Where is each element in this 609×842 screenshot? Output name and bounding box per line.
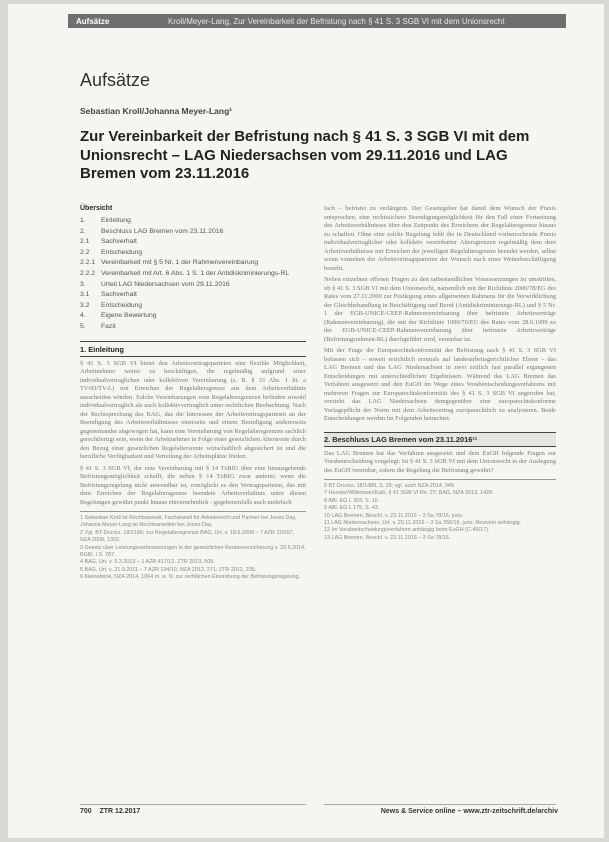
toc-number: 3.2 <box>80 301 90 309</box>
header-section-label: Aufsätze <box>76 16 110 26</box>
toc-text: Eigene Bewertung <box>101 312 157 320</box>
toc-number: 2.2 <box>80 248 90 256</box>
section-heading-bremen: 2. Beschluss LAG Bremen vom 23.11.2016¹¹ <box>324 432 556 447</box>
toc-text: Vereinbarkeit mit Art. 6 Abs. 1 S. 1 der Antidiskriminierungs-RL <box>101 269 290 277</box>
footnote: 2 Vgl. BT-Drucks. 18/2186; zur Regelaltersgrenze BAG, Urt. v. 18.6.2008 – 7 AZR 116/07, NZA 2008, 1302. <box>80 529 295 544</box>
paragraph: fach – befristet zu verlängern. Der Gesetzgeber hat damit dem Wunsch der Praxis entsprochen, eine rechtssichere Beendigungsmöglichkeit für den Fall einer Fortsetzung des Arbeitsverhältnisses über den Zeitpunkt des Erreichens der Regelaltersgrenze hinaus zu schaffen. Ohne eine solche Regelung fehlt die in Deutschland vorherrschende Praxis individualvertraglicher oder kollektiv vereinbarter Altersgrenzen regelmäßig dem dem Arbeitsverhältnisse mit Erreichen der jeweiligen Regelaltersgrenze beendet werden, selbst wenn vonseiten der Arbeitsvertragsparteien der Wunsch nach einer Weiterbeschäftigung besteht. <box>324 205 556 272</box>
toc-heading: Übersicht <box>80 205 113 212</box>
paragraph: § 41 S. 3 SGB VI, der eine Vereinbarung mit § 14 TzBfG über eine hinausgehende Befristungsmöglichkeit schafft, die neben § 14 TzBfG zwar anderer, wenn die Befristungsregelung nicht anwendbar ist, ermöglicht es den Vertragsparteien, das mit dem Erreichen der Regelaltersgrenze beendete Arbeitsverhältnis unter diesen Regelungen gewährt punkt hinaus einvernehmlich - gegebenenfalls auch mehrfach <box>80 464 306 506</box>
footnote: 10 LAG Bremen, Beschl. v. 23.11.2016 – 3 Sa 78/16, juris. <box>324 512 464 519</box>
section-heading-einleitung: 1. Einleitung <box>80 344 124 354</box>
paragraph: Das LAG Bremen hat das Verfahren ausgesetzt und dem EuGH folgende Fragen zur Vorabentscheidung vorgelegt: Ist § 41 S. 3 SGB VI mit dem Unionsrecht in der Auslegung des EuGH vereinbar, sofern die Regelung die Befristung gewährt? <box>324 449 556 474</box>
toc-item <box>80 269 306 280</box>
journal-issue: ZTR 12.2017 <box>99 808 141 815</box>
toc-item <box>80 322 306 333</box>
document-page <box>8 4 604 838</box>
toc-text: Entscheidung <box>101 301 143 309</box>
footnote: 13 LAG Bremen, Beschl. v. 23.11.2016 – 3 Sa 78/16. <box>324 534 451 541</box>
section-rule <box>80 356 306 357</box>
toc-text: Fazit <box>101 322 116 330</box>
left-column <box>80 205 306 582</box>
toc-item <box>80 227 306 238</box>
toc-number: 5. <box>80 322 86 330</box>
footnote: 11 LAG Niedersachsen, Urt. v. 29.11.2016 – 3 Sa 356/16, juris; Revision anhängig. <box>324 520 522 527</box>
article-authors: Sebastian Kroll/Johanna Meyer-Lang¹ <box>80 106 233 116</box>
toc-item <box>80 216 306 227</box>
toc-item <box>80 280 306 291</box>
paragraph: Neben einzelnen offenen Fragen zu den tatbestandlichen Voraussetzungen ist umstritten, ob § 41 S. 3 SGB VI mit dem Unionsrecht, namentlich mit der Richtlinie 2000/78/EG des Rates vom 27.11.2000 zur Festlegung eines allgemeinen Rahmens für die Verwirklichung der Gleichbehandlung in Beschäftigung und Beruf (Antidiskriminierungs-RL) und § 5 Nr. 1 der EGB-UNICE-CEEP-Rahmenvereinbarung über befristete Arbeitsverträge (Rahmenvereinbarung), die mit der Richtlinie 1999/70/EG des Rates vom 28.6.1999 zu der EGB-UNICE-CEEP-Rahmenvereinbarung über befristete Arbeitsverträge (Befristungsrahmen-RL) durchgeführt wird, vereinbar ist. <box>324 276 556 343</box>
footnote: 1 Sebastian Kroll ist Rechtsanwalt, Fachanwalt für Arbeitsrecht und Partner bei Jones Day, Johanna Meyer-Lang ist Rechtsanwältin bei Jones Day. <box>80 515 297 529</box>
toc-number: 2.1 <box>80 238 90 246</box>
section-title: Aufsätze <box>80 70 151 90</box>
toc-item <box>80 290 306 301</box>
article-title: Zur Vereinbarkeit der Befristung nach § 41 S. 3 SGB VI mit dem Unionsrecht – LAG Niedersachsen vom 29.11.2016 und LAG Bremen vom 23.11.2016 <box>80 128 530 182</box>
toc-item <box>80 258 306 269</box>
toc-number: 3. <box>80 280 86 288</box>
footnote: 6 Kleinebrink, NZA 2014, 1064 m. w. N. zur rechtlichen Einordnung der Befristungsregelung. <box>80 574 300 581</box>
footnote: 9 ABl. EG L 175, S. 43. <box>324 505 380 512</box>
footnote: 3 Gesetz über Leistungsverbesserungen in der gesetzlichen Rentenversicherung v. 23.6.2014, BGBl. I S. 787. <box>80 544 306 559</box>
footnote: 8 ABl. EG L 303, S. 16. <box>324 497 380 504</box>
page-number: 700 <box>80 808 92 815</box>
footer-page-info <box>80 808 140 815</box>
toc-number: 2.2.1 <box>80 259 96 267</box>
table-of-contents <box>80 216 306 333</box>
toc-item <box>80 301 306 312</box>
toc-number: 2.2.2 <box>80 269 96 277</box>
paragraph: § 41 S. 3 SGB VI bietet den Arbeitsvertragsparteien eine flexible Möglichkeit, Arbeitnehmer weiter zu beschäftigen, die regelmäßig aufgrund einer individualvertraglichen oder kollektiven Vereinbarung (z. B. § 33 Abs. 1 lit. a TVöD/TV-L) mit Erreichen der Regelaltersgrenze aus dem Arbeitsverhältnis ausscheiden würden. Solche Vereinbarungen vom Regelaltersgrenzen befinden sowohl individualvertraglich als auch kollektivvertraglich unter rechtlichen Beobachtung. Nach der Rechtsprechung des BAG, das die Interessen der Arbeitsvertragsparteien an der Beendigung des Arbeitsverhältnisses einerseits und einem Beendigung andererseits gegeneinander abgewogen hat, kann eine Vereinbarung von Regelaltersgrenzen sachlich gerechtfertigt sein, wenn der Arbeitnehmer in Folge einer gesetzlichen Altersrente durch den Bezug einer gesetzlichen Regelaltersrente wirtschaftlich abgesichert ist und die berufliche Verfügbarkeit und Verteilung der Arbeitsplätze fördert. <box>80 359 306 461</box>
toc-item <box>80 237 306 248</box>
toc-text: Urteil LAG Niedersachsen vom 29.11.2016 <box>101 280 230 288</box>
footnote: 5 BAG, Urt. v. 21.9.2011 – 7 AZR 134/10, NZA 2012, 271; ZTR 2012, 235. <box>80 566 257 573</box>
toc-number: 3.1 <box>80 291 90 299</box>
header-article-title: Kroll/Meyer-Lang, Zur Vereinbarkeit der Befristung nach § 41 S. 3 SGB VI mit dem Unionsrecht <box>168 16 505 26</box>
toc-text: Einleitung <box>101 217 131 224</box>
toc-text: Sachverhalt <box>101 238 137 246</box>
toc-text: Entscheidung <box>101 248 143 256</box>
footnote: 4 BAG, Urt. v. 5.3.2013 – 1 AZR 417/12, ZTR 2013, 509. <box>80 559 215 566</box>
toc-number: 2. <box>80 227 86 235</box>
toc-text: Vereinbarkeit mit § 5 Nr. 1 der Rahmenvereinbarung <box>101 259 259 267</box>
toc-text: Beschluss LAG Bremen vom 23.11.2016 <box>101 227 224 235</box>
paragraph: Mit der Frage der Europarechtskonformität der Befristung nach § 41 S. 3 SGB VI befassen sich – soweit ersichtlich erstmals auf landesarbeitsgerichtlicher Ebene – das LAG Bremen und das LAG Niedersachsen in zwei zeitlich fast parallel ergangenen Entscheidungen mit unterschiedlichen Ergebnissen. Während das LAG Bremen das Verfahren ausgesetzt und den EuGH im Wege eines Vorabentscheidungsverfahrens mit mehreren Fragen zur Europarechtskonformität des § 41 S. 3 SGB VI angerufen hat, versteht das LAG Niedersachsen demgegenüber eine europarechtskonforme Vorlagepflicht der Norm mit dem Arbeitsvertrag europarechtlich zu analysieren. Beide Entscheidungen werden im Folgenden betrachtet. <box>324 347 556 422</box>
running-header <box>68 14 566 28</box>
toc-number: 1. <box>80 217 86 224</box>
footnotes-right <box>324 479 556 542</box>
toc-text: Sachverhalt <box>101 291 137 299</box>
footnote: 6 BT-Drucks. 18/1489, S. 25; vgl. auch NZA 2014, 949. <box>324 483 456 489</box>
footnote: 12 Im Vorabentscheidungsverfahren anhängig beim EuGH (C-46/17). <box>324 527 490 534</box>
footer-archive-link[interactable]: News & Service online – www.ztr-zeitschrift.de/archiv <box>380 808 558 815</box>
footer-rule <box>324 804 556 805</box>
footer-rule <box>80 804 306 805</box>
toc-number: 4. <box>80 312 86 320</box>
footnote: 7 Hessler/Willemsen/Kalb, § 41 SGB VI Rn. 27; BAG, NZA 2013, 1428. <box>324 490 494 497</box>
footnotes-left <box>80 511 306 582</box>
toc-item <box>80 311 306 322</box>
right-column <box>324 205 556 542</box>
toc-item <box>80 248 306 259</box>
